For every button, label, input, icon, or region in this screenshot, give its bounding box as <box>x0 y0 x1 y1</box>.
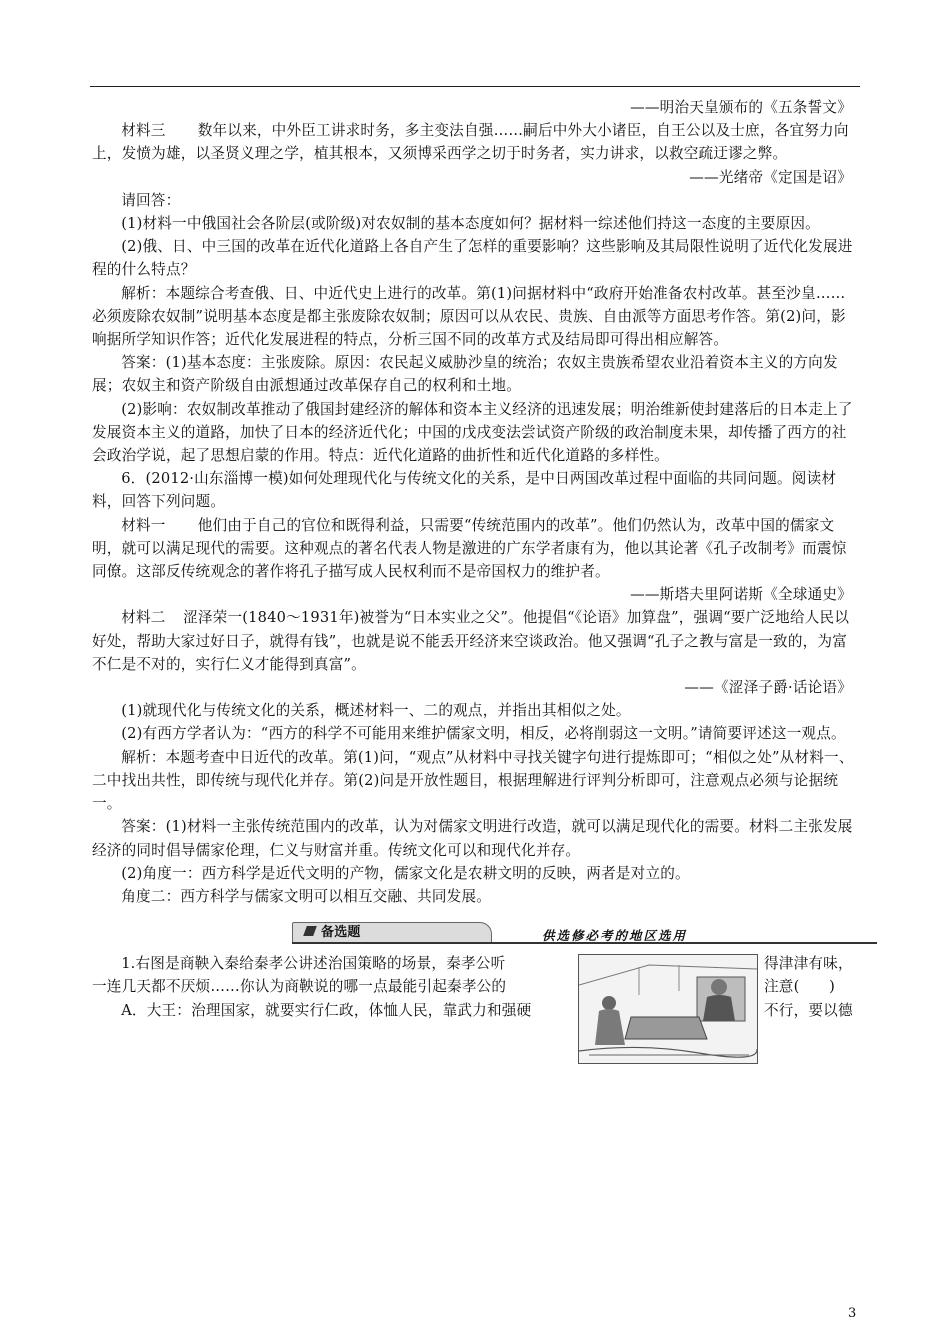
material-two <box>92 606 860 676</box>
material-three-label: 材料三 <box>121 122 166 140</box>
shang-yang-illustration <box>578 954 758 1064</box>
material-two-label: 材料二 <box>121 609 166 627</box>
source-decree: ——光绪帝《定国是诏》 <box>689 168 852 186</box>
document-body <box>92 96 860 1042</box>
banner-tag-label: 备选题 <box>321 925 361 941</box>
answer-1: 答案：(1)基本态度：主张废除。原因：农民起义威胁沙皇的统治；农奴主贵族希望农业沿着资本主义的方向发展；农奴主和资产阶级自由派想通过改革保存自己的权利和土地。 <box>92 354 838 395</box>
banner-subtitle: 供选修必考的地区选用 <box>542 928 688 944</box>
optional-question-1 <box>92 952 860 1042</box>
material-one-text: 他们由于自己的官位和既得利益，只需要“传统范围内的改革”。他们仍然认为，改革中国的儒家文明，就可以满足现代的需要。这种观点的著名代表人物是激进的广东学者康有为，他以其论著《孔子改制考》而震惊同僚。这部反传统观念的著作将孔子描写成人民权利而不是帝国权力的维护者。 <box>92 516 847 581</box>
oq-line-3: A．大王：治理国家，就要实行仁政，体恤人民，靠武力和强硬 <box>121 1001 532 1019</box>
question-1: (1)材料一中俄国社会各阶层(或阶级)对农奴制的基本态度如何？据材料一综述他们持这一态度的主要原因。 <box>121 215 820 233</box>
source-global-history: ——斯塔夫里阿诺斯《全球通史》 <box>630 586 852 604</box>
material-two-text: 涩泽荣一(1840～1931年)被誉为“日本实业之父”。他提倡“《论语》加算盘”，强调“要广泛地给人民以好处，帮助大家过好日子，就得有钱”，也就是说不能丢开经济来空谈政治。他又强调“孔子之教与富是一致的，为富不仁是不对的，实行仁义才能得到真富”。 <box>92 609 850 673</box>
oq-line-1: 1.右图是商鞅入秦给秦孝公讲述治国策略的场景，秦孝公听 <box>121 955 506 973</box>
answer-5: 角度二：西方科学与儒家文明可以相互交融、共同发展。 <box>121 887 492 905</box>
banner-mark-icon <box>303 926 317 936</box>
optional-question-right <box>764 952 864 1022</box>
header-rule <box>90 86 860 87</box>
illustration-icon <box>579 955 757 1063</box>
banner-tag <box>292 922 492 942</box>
page-number: 3 <box>848 1306 857 1321</box>
question-6: 6．(2012·山东淄博一模)如何处理现代化与传统文化的关系，是中日两国改革过程中面临的共同问题。阅读材料，回答下列问题。 <box>92 470 837 511</box>
question-6-2: (2)有西方学者认为：“西方的科学不可能用来维护儒家文明，相反，必将削弱这一文明。”请简要评述这一观点。 <box>121 725 846 743</box>
answer-4: (2)角度一：西方科学是近代文明的产物，儒家文化是农耕文明的反映，两者是对立的。 <box>121 864 690 882</box>
section-banner <box>292 922 877 944</box>
analysis-1: 解析：本题综合考查俄、日、中近代史上进行的改革。第(1)问据材料中“政府开始准备农村改革。甚至沙皇……必须废除农奴制”说明基本态度是都主张废除农奴制；原因可以从农民、贵族、自由派等方面思考作答。第(2)问，影响据所学知识作答；近代化发展进程的特点，分析三国不同的改革方式及结局即可得出相应解答。 <box>92 284 846 349</box>
question-2: (2)俄、日、中三国的改革在近代化道路上各自产生了怎样的重要影响？这些影响及其局限性说明了近代化发展进程的什么特点？ <box>92 238 853 279</box>
material-one-label: 材料一 <box>121 516 166 534</box>
question-6-1: (1)就现代化与传统文化的关系，概述材料一、二的观点，并指出其相似之处。 <box>121 702 631 720</box>
oq-line-1-right: 得津津有味， <box>764 955 853 973</box>
please-answer: 请回答： <box>121 191 181 209</box>
oq-line-3-right: 不行，要以德 <box>764 1001 853 1019</box>
source-shibusawa: ——《涩泽子爵·话论语》 <box>684 679 852 697</box>
material-three-text: 数年以来，中外臣工讲求时务，多主变法自强……嗣后中外大小诸臣，自王公以及士庶，各宜努力向上，发愤为雄，以圣贤义理之学，植其根本，又须博采西学之切于时务者，实力讲求，以救空疏迂谬之弊。 <box>92 122 849 163</box>
optional-question-text <box>92 952 564 1022</box>
oq-line-2-right: 注意( ) <box>764 978 835 996</box>
answer-3: 答案：(1)材料一主张传统范围内的改革，认为对儒家文明进行改造，就可以满足现代化的需要。材料二主张发展经济的同时倡导儒家伦理，仁义与财富并重。传统文化可以和现代化并存。 <box>92 818 853 859</box>
material-one <box>92 514 860 584</box>
analysis-2: 解析：本题考查中日近代的改革。第(1)问，“观点”从材料中寻找关键字句进行提炼即可；“相似之处”从材料一、二中找出共性，即传统与现代化并存。第(2)问是开放性题目，根据理解进行评判分析即可，注意观点必须与论据统一。 <box>92 748 854 813</box>
material-three <box>92 119 860 165</box>
answer-2: (2)影响：农奴制改革推动了俄国封建经济的解体和资本主义经济的迅速发展；明治维新使封建落后的日本走上了发展资本主义的道路，加快了日本的经济近代化；中国的戊戌变法尝试资产阶级的政治制度未果，却传播了西方的社会政治学说，起了思想启蒙的作用。特点：近代化道路的曲折性和近代化道路的多样性。 <box>92 400 853 465</box>
oq-line-2: 一连几天都不厌烦……你认为商鞅说的哪一点最能引起秦孝公的 <box>92 978 507 996</box>
source-five-oaths: ——明治天皇颁布的《五条誓文》 <box>630 99 852 116</box>
